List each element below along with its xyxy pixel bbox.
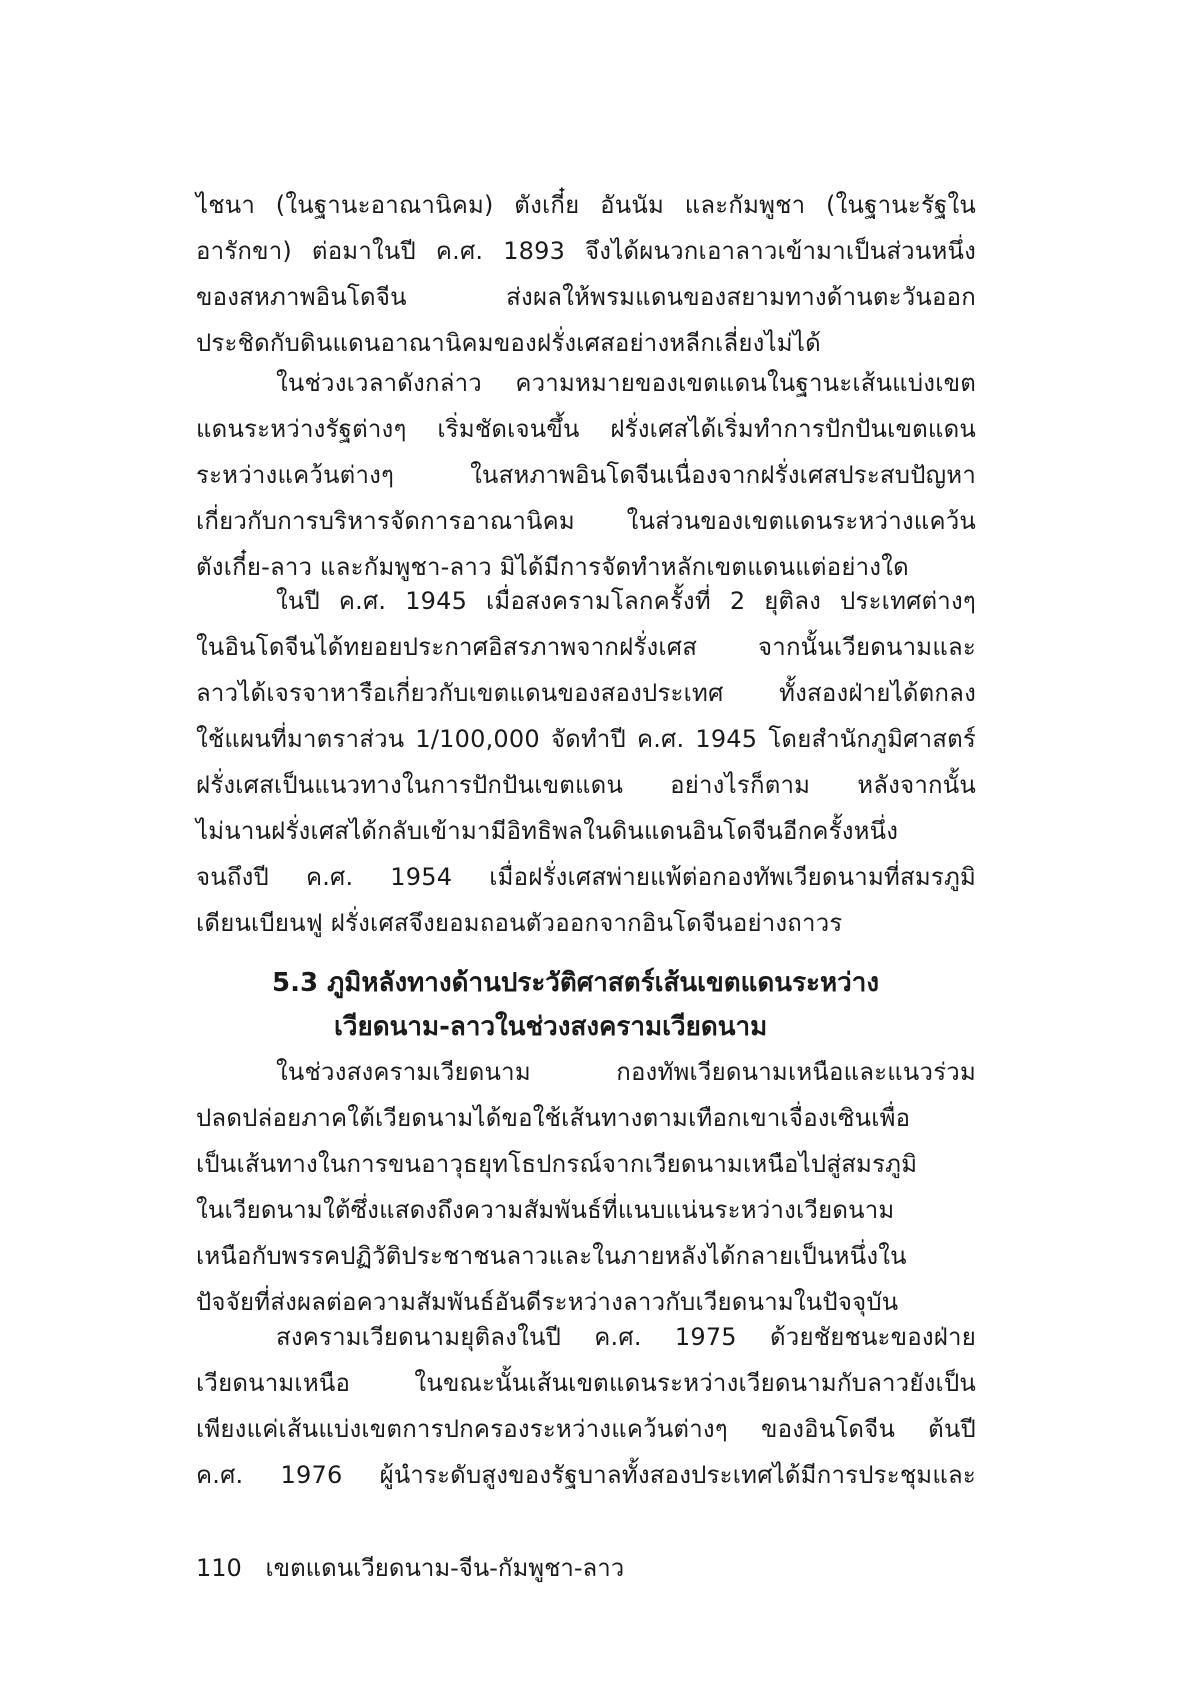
text-line: อารักขา) ต่อมาในปี ค.ศ. 1893 จึงได้ผนวกเอาลาวเข้ามาเป็นส่วนหนึ่ง bbox=[196, 237, 976, 265]
text-line: ในช่วงสงครามเวียดนาม กองทัพเวียดนามเหนือและแนวร่วม bbox=[276, 1058, 976, 1086]
text-line: ปัจจัยที่ส่งผลต่อความสัมพันธ์อันดีระหว่างลาวกับเวียดนามในปัจจุบัน bbox=[196, 1288, 899, 1316]
text-line: ปลดปล่อยภาคใต้เวียดนามได้ขอใช้เส้นทางตามเทือกเขาเจื่องเซินเพื่อ bbox=[196, 1104, 911, 1132]
section-heading-line: 5.3 ภูมิหลังทางด้านประวัติศาสตร์เส้นเขตแดนระหว่าง bbox=[272, 968, 880, 998]
text-line: แดนระหว่างรัฐต่างๆ เริ่มชัดเจนขึ้น ฝรั่งเศสได้เริ่มทำการปักปันเขตแดน bbox=[196, 415, 976, 443]
text-line: ในอินโดจีนได้ทยอยประกาศอิสรภาพจากฝรั่งเศส จากนั้นเวียดนามและ bbox=[196, 633, 976, 661]
page-number: 110 bbox=[196, 1554, 242, 1582]
text-line: เดียนเบียนฟู ฝรั่งเศสจึงยอมถอนตัวออกจากอินโดจีนอย่างถาวร bbox=[196, 909, 843, 937]
paragraph bbox=[196, 1314, 976, 1498]
text-line: ฝรั่งเศสเป็นแนวทางในการปักปันเขตแดน อย่างไรก็ตาม หลังจากนั้น bbox=[196, 771, 976, 799]
text-line: ในเวียดนามใต้ซึ่งแสดงถึงความสัมพันธ์ที่แนบแน่นระหว่างเวียดนาม bbox=[196, 1196, 895, 1224]
text-line: เป็นเส้นทางในการขนอาวุธยุทโธปกรณ์จากเวียดนามเหนือไปสู่สมรภูมิ bbox=[196, 1150, 918, 1178]
text-line: เวียดนามเหนือ ในขณะนั้นเส้นเขตแดนระหว่างเวียดนามกับลาวยังเป็น bbox=[196, 1369, 976, 1397]
text-line: เหนือกับพรรคปฏิวัติประชาชนลาวและในภายหลังได้กลายเป็นหนึ่งใน bbox=[196, 1242, 907, 1270]
text-line: ประชิดกับดินแดนอาณานิคมของฝรั่งเศสอย่างหลีกเลี่ยงไม่ได้ bbox=[196, 329, 821, 357]
text-line: ไชนา (ในฐานะอาณานิคม) ตังเกี๋ย อันนัม และกัมพูชา (ในฐานะรัฐใน bbox=[196, 191, 976, 219]
running-title: เขตแดนเวียดนาม-จีน-กัมพูชา-ลาว bbox=[265, 1554, 625, 1582]
paragraph bbox=[196, 182, 976, 366]
text-line: ลาวได้เจรจาหารือเกี่ยวกับเขตแดนของสองประเทศ ทั้งสองฝ่ายได้ตกลง bbox=[196, 679, 976, 707]
text-line: ในช่วงเวลาดังกล่าว ความหมายของเขตแดนในฐานะเส้นแบ่งเขต bbox=[276, 369, 976, 397]
page-footer bbox=[196, 1548, 624, 1587]
text-line: ใช้แผนที่มาตราส่วน 1/100,000 จัดทำปี ค.ศ. 1945 โดยสำนักภูมิศาสตร์ bbox=[196, 725, 976, 753]
paragraph bbox=[196, 360, 976, 590]
text-line: ตังเกี๋ย-ลาว และกัมพูชา-ลาว มิได้มีการจัดทำหลักเขตแดนแต่อย่างใด bbox=[196, 553, 909, 581]
text-line: ไม่นานฝรั่งเศสได้กลับเข้ามามีอิทธิพลในดินแดนอินโดจีนอีกครั้งหนึ่ง bbox=[196, 817, 899, 845]
text-line: ค.ศ. 1976 ผู้นำระดับสูงของรัฐบาลทั้งสองประเทศได้มีการประชุมและ bbox=[196, 1461, 976, 1489]
paragraph bbox=[196, 1049, 976, 1325]
section-heading bbox=[272, 961, 972, 1049]
text-line: ของสหภาพอินโดจีน ส่งผลให้พรมแดนของสยามทางด้านตะวันออก bbox=[196, 283, 976, 311]
text-line: เพียงแค่เส้นแบ่งเขตการปกครองระหว่างแคว้นต่างๆ ของอินโดจีน ต้นปี bbox=[196, 1415, 976, 1443]
text-line: ในปี ค.ศ. 1945 เมื่อสงครามโลกครั้งที่ 2 ยุติลง ประเทศต่างๆ bbox=[276, 587, 976, 615]
section-heading-line: เวียดนาม-ลาวในช่วงสงครามเวียดนาม bbox=[334, 1012, 768, 1042]
text-line: จนถึงปี ค.ศ. 1954 เมื่อฝรั่งเศสพ่ายแพ้ต่อกองทัพเวียดนามที่สมรภูมิ bbox=[196, 863, 976, 891]
paragraph bbox=[196, 578, 976, 946]
text-line: สงครามเวียดนามยุติลงในปี ค.ศ. 1975 ด้วยชัยชนะของฝ่าย bbox=[276, 1323, 976, 1351]
text-line: เกี่ยวกับการบริหารจัดการอาณานิคม ในส่วนของเขตแดนระหว่างแคว้น bbox=[196, 507, 976, 535]
text-line: ระหว่างแคว้นต่างๆ ในสหภาพอินโดจีนเนื่องจากฝรั่งเศสประสบปัญหา bbox=[196, 461, 976, 489]
